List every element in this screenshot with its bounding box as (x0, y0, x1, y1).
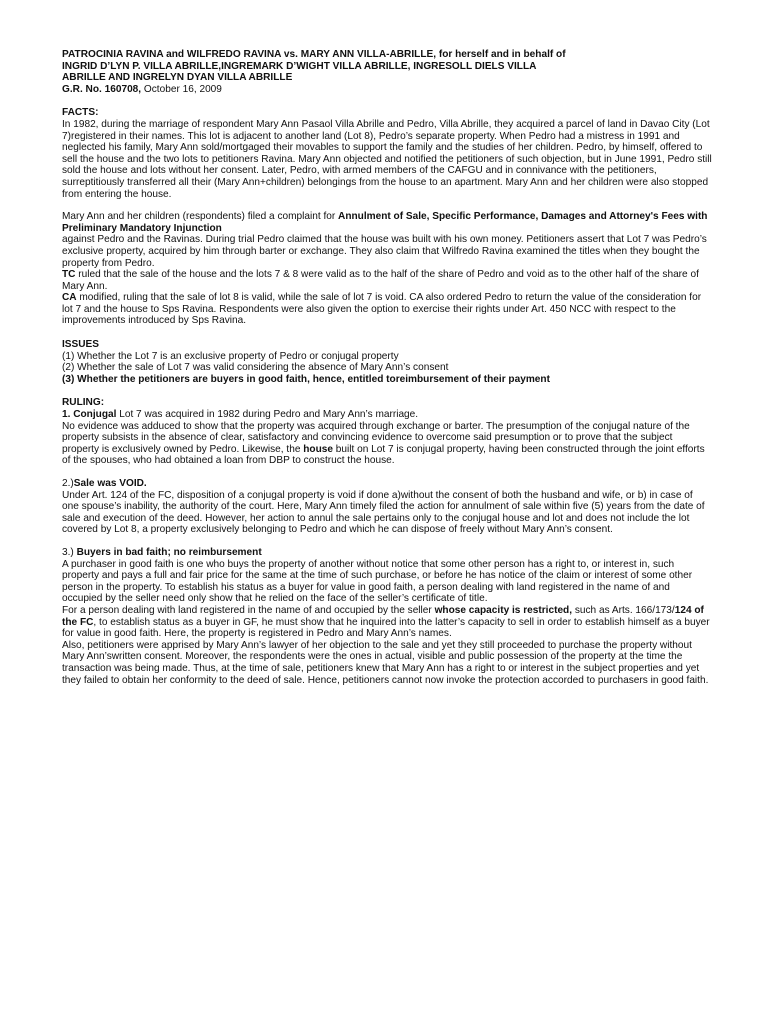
case-title (62, 49, 712, 84)
decision-date: October 16, 2009 (141, 83, 222, 95)
issue-item: (2) Whether the sale of Lot 7 was valid considering the absence of Mary Ann’s consent (62, 362, 449, 374)
ruling-paragraph: A purchaser in good faith is one who buys the property of another without notice that some other person has a right to, or interest in, such property and pays a full and fair price for the same at the time of such purchase, or before he has notice of the claim or interest of some other person in the property. To establish his status as a buyer for value in good faith, a person dealing with land registered in the name of and occupied by the seller need only show that he relied on the face of the seller’s certificate of title. (62, 558, 693, 605)
complaint-paragraph: Mary Ann and her children (respondents) filed a complaint for Annulment of Sale, Specific Performance, Damages and Attorney's Fees with Preliminary Mandatory Injunction (62, 211, 708, 234)
ruling-item-3: 3.) Buyers in bad faith; no reimbursement (62, 546, 262, 558)
document-page (62, 49, 712, 686)
ca-ruling: CA modified, ruling that the sale of lot 8 is valid, while the sale of lot 7 is void. CA also ordered Pedro to return the value of the consideration for lot 7 and the house to Sps Ravina. Respondents were also given the option to exercise their rights under Art. 450 NCC with respect to the improvements introduced by Sps Ravina. (62, 292, 702, 327)
case-title-line: INGRID D’LYN P. VILLA ABRILLE,INGREMARK D’WIGHT VILLA ABRILLE, INGRESOLL DIELS VILLA (62, 60, 537, 72)
gr-number: G.R. No. 160708, (62, 83, 142, 95)
ruling-paragraph: Under Art. 124 of the FC, disposition of a conjugal property is void if done a)without the consent of both the husband and wife, or b) in case of one spouse’s inability, the authority of the court. Here, Mary Ann timely filed the action for annulment of sale within five (5) years from the date of sale and execution of the deed. However, her action to annul the sale pertains only to the conjugal house and lot and does not include the lot covered by Lot 8, a property exclusively belonging to Pedro and which he can dispose of freely without Mary Ann’s consent. (62, 489, 705, 536)
trial-paragraph: against Pedro and the Ravinas. During trial Pedro claimed that the house was built with his own money. Petitioners assert that Lot 7 was Pedro’s exclusive property, acquired by him through barter or exchange. They also claim that Wilfredo Ravina examined the titles when they bought the property from Pedro. (62, 234, 707, 269)
tc-ruling: TC ruled that the sale of the house and the lots 7 & 8 were valid as to the half of the share of Pedro and void as to the other half of the share of Mary Ann. (62, 269, 699, 292)
ruling-item-2: 2.)Sale was VOID. (62, 478, 147, 489)
ruling-heading: RULING: (62, 397, 105, 409)
case-title-line: PATROCINIA RAVINA and WILFREDO RAVINA vs. MARY ANN VILLA-ABRILLE, for herself and in behalf of (62, 49, 566, 60)
case-number (62, 84, 712, 96)
case-title-line: ABRILLE AND INGRELYN DYAN VILLA ABRILLE (62, 72, 293, 84)
ruling-paragraph: For a person dealing with land registered in the name of and occupied by the seller whose capacity is restricted, such as Arts. 166/173/124 of the FC, to establish status as a buyer in GF, he must show that he inquired into the latter’s capacity to sell in order to establish himself as a buyer for value in good faith. Here, the property is registered in Pedro and Mary Ann’s names. (62, 604, 710, 640)
issue-item: (3) Whether the petitioners are buyers in good faith, hence, entitled toreimbursement of their payment (62, 373, 550, 385)
issues-heading: ISSUES (62, 339, 100, 351)
issue-item: (1) Whether the Lot 7 is an exclusive property of Pedro or conjugal property (62, 350, 399, 362)
ruling-paragraph: No evidence was adduced to show that the property was acquired through exchange or barter. The presumption of the conjugal nature of the property subsists in the absence of clear, satisfactory and convincing evidence to overcome said presumption or to prove that the subject property is exclusively owned by Pedro. Likewise, the house built on Lot 7 is conjugal property, having been constructed through the joint efforts of the spouses, who had obtained a loan from DBP to construct the house. (62, 420, 705, 467)
ruling-paragraph: Also, petitioners were apprised by Mary Ann’s lawyer of her objection to the sale and yet they still proceeded to purchase the property without Mary Ann’swritten consent. Moreover, the respondents were the ones in actual, visible and public possession of the property at the time the transaction was being made. Thus, at the time of sale, petitioners knew that Mary Ann has a right to or interest in the subject properties and yet they failed to obtain her conformity to the deed of sale. Hence, petitioners cannot now invoke the protection accorded to purchasers in good faith. (62, 639, 709, 686)
ruling-item-1: 1. Conjugal Lot 7 was acquired in 1982 during Pedro and Mary Ann’s marriage. (62, 409, 419, 421)
facts-heading: FACTS: (62, 107, 99, 119)
facts-paragraph: In 1982, during the marriage of respondent Mary Ann Pasaol Villa Abrille and Pedro, Villa Abrille, they acquired a parcel of land in Davao City (Lot 7)registered in their names. This lot is adjacent to another land (Lot 8), Pedro’s separate property. When Pedro had a mistress in 1991 and neglected his family, Mary Ann sold/mortgaged their movables to support the family and the studies of her children. Pedro, by himself, offered to sell the house and the two lots to petitioners Ravina. Mary Ann objected and notified the petitioners of such objection, but in June 1991, Pedro still sold the house and lots without her consent. Later, Pedro, with armed members of the CAFGU and in connivance with the petitioners, surreptitiously transferred all their (Mary Ann+children) belongings from the house to an apartment. Mary Ann and her children were also stopped from entering the house. (62, 118, 712, 200)
